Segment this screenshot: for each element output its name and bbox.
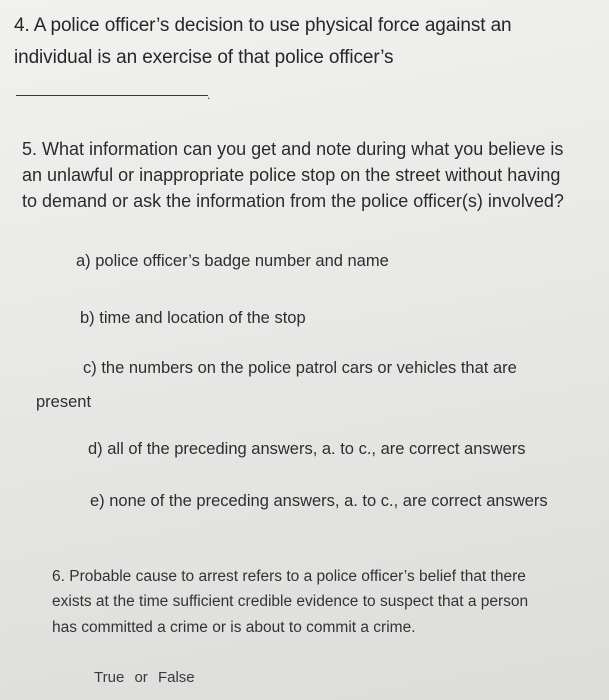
question-6-line-2: exists at the time sufficient credible evidence to suspect that a person <box>52 593 529 610</box>
option-e: e) none of the preceding answers, a. to c., are correct answers <box>90 492 548 510</box>
answer-blank-line <box>16 95 208 96</box>
question-4-line-2: individual is an exercise of that police officer’s <box>14 47 394 68</box>
option-c-continuation: present <box>36 393 92 411</box>
question-4-line-1: 4. A police officer’s decision to use physical force against an <box>14 15 512 36</box>
question-6-line-1: 6. Probable cause to arrest refers to a police officer’s belief that there <box>52 568 526 585</box>
option-c: c) the numbers on the police patrol cars or vehicles that are <box>83 359 517 377</box>
question-6-line-3: has committed a crime or is about to commit a crime. <box>52 619 416 636</box>
option-b: b) time and location of the stop <box>80 309 306 327</box>
option-d: d) all of the preceding answers, a. to c., are correct answers <box>88 440 526 458</box>
true-or-false-choices: True or False <box>94 669 195 686</box>
option-a: a) police officer’s badge number and name <box>76 252 389 270</box>
answer-blank-period: . <box>207 88 211 102</box>
question-5-line-2: an unlawful or inappropriate police stop on the street without having <box>22 165 561 185</box>
question-5-line-3: to demand or ask the information from the police officer(s) involved? <box>22 191 564 211</box>
question-5-line-1: 5. What information can you get and note during what you believe is <box>22 139 564 159</box>
